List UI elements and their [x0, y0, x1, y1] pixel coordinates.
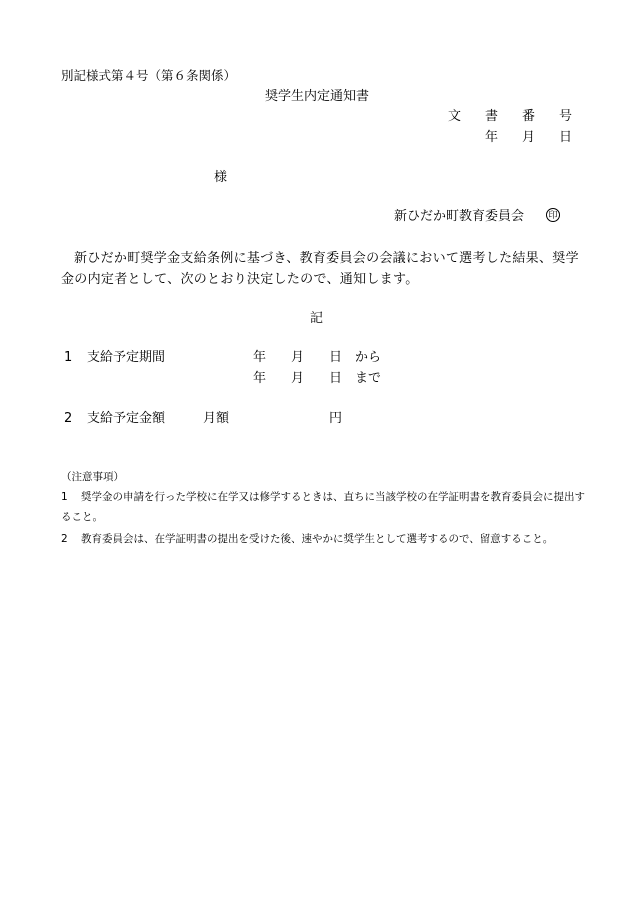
note-text: 奨学金の申請を行った学校に在学又は修学するときは、直ちに当該学校の在学証明書を教育委員会に提出すること。: [61, 491, 585, 523]
period-from-month: 月: [291, 350, 305, 365]
note-number: 1: [61, 491, 68, 503]
issuer-name: 新ひだか町教育委員会: [394, 209, 525, 224]
date-day: 日: [559, 130, 573, 145]
doc-number-char-2: 書: [485, 109, 499, 124]
seal-mark: 印: [546, 208, 560, 222]
date-month: 月: [522, 130, 536, 145]
item-1-label: 支給予定期間: [87, 350, 166, 365]
date-year: 年: [485, 130, 499, 145]
notes-heading: （注意事項）: [61, 471, 124, 483]
note-text: 教育委員会は、在学証明書の提出を受けた後、速やかに奨学生として選考するので、留意すること。: [81, 533, 554, 545]
period-from-day: 日: [329, 350, 343, 365]
period-to-suffix: まで: [355, 371, 382, 386]
doc-number-char-4: 号: [559, 109, 573, 124]
note-item: [61, 487, 591, 527]
period-to-day: 日: [329, 371, 343, 386]
period-from-year: 年: [253, 350, 267, 365]
item-1-number: 1: [64, 350, 73, 365]
item-2-label: 支給予定金額: [87, 411, 166, 426]
note-number: 2: [61, 533, 68, 545]
period-to-month: 月: [291, 371, 305, 386]
doc-number-char-3: 番: [522, 109, 536, 124]
doc-number-char-1: 文: [448, 109, 462, 124]
amount-yen-unit: 円: [329, 411, 343, 426]
amount-monthly-label: 月額: [203, 411, 230, 426]
note-item: [61, 529, 591, 549]
period-to-year: 年: [253, 371, 267, 386]
period-from-suffix: から: [355, 350, 382, 365]
ki-heading: 記: [310, 311, 324, 326]
item-2-number: 2: [64, 411, 73, 426]
document-title: 奨学生内定通知書: [265, 89, 370, 104]
form-number: 別記様式第４号（第６条関係）: [61, 68, 237, 83]
recipient-suffix: 様: [214, 170, 228, 185]
body-paragraph: 新ひだか町奨学金支給条例に基づき、教育委員会の会議において選考した結果、奨学金の内定者として、次のとおり決定したので、通知します。: [61, 251, 579, 287]
